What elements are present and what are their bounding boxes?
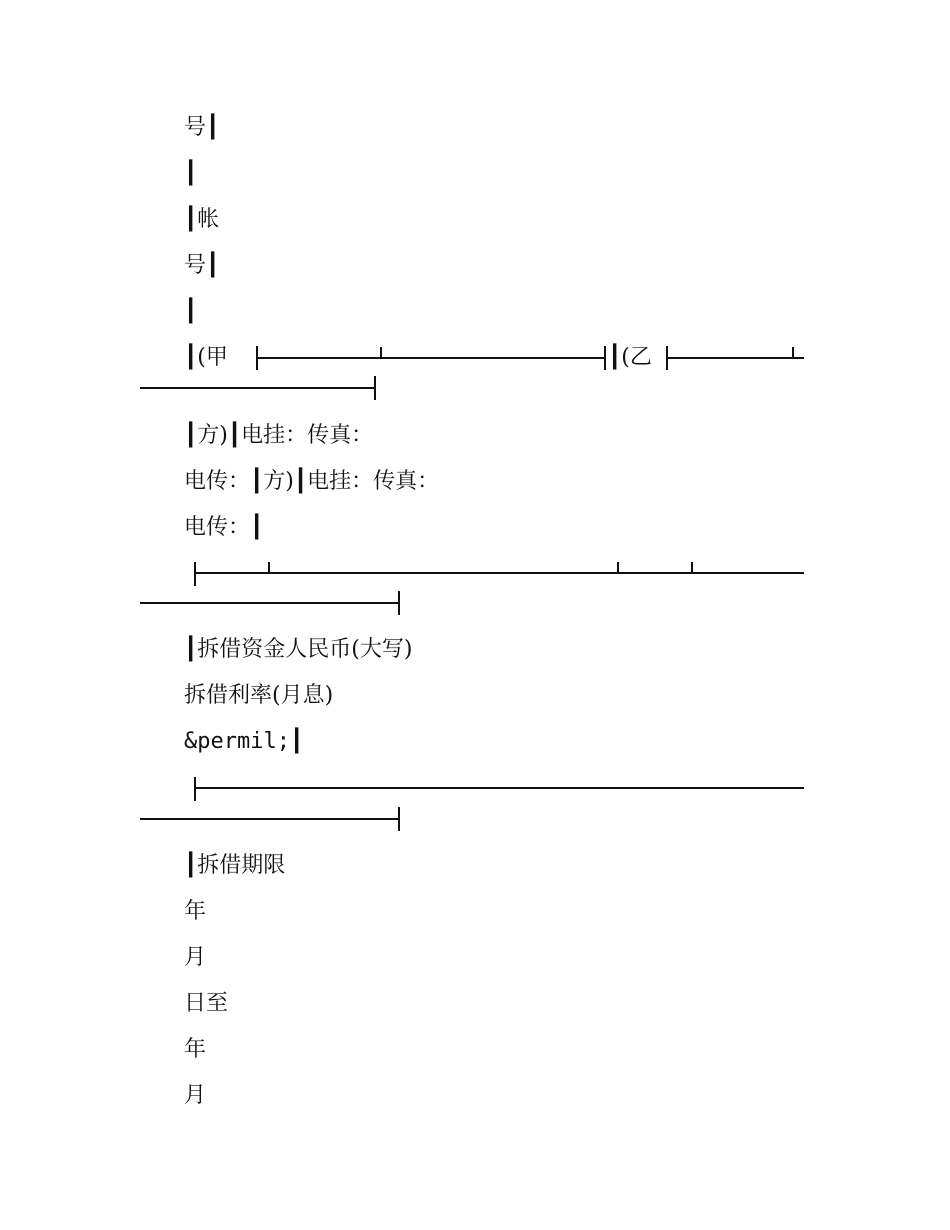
rule-tick-3: [268, 562, 270, 572]
text-line-year-1: 年: [184, 899, 207, 924]
table-rule-1b: [666, 357, 804, 359]
text-line-rate: 拆借利率(月息): [184, 683, 334, 708]
text-line-permil: &permil;┃: [184, 729, 304, 754]
text-line-term: ┃拆借期限: [184, 853, 286, 878]
text-line-hao-1: 号┃: [184, 115, 220, 140]
table-rule-3b: [140, 818, 400, 820]
text-line-month-2: 月: [184, 1083, 207, 1108]
rule-tick-4: [617, 562, 619, 572]
text-line-hao-2: 号┃: [184, 253, 220, 278]
text-line-bar-2: ┃: [184, 299, 198, 324]
text-line-funds: ┃拆借资金人民币(大写): [184, 637, 413, 662]
text-line-dianchuan-1: 电传：┃方)┃电挂：传真：: [184, 469, 440, 494]
rule-left-cap-3: [194, 562, 196, 586]
text-line-year-2: 年: [184, 1037, 207, 1062]
table-rule-1c: [140, 387, 376, 389]
table-rule-3a: [194, 787, 804, 789]
text-line-month-1: 月: [184, 945, 207, 970]
text-line-zhang: ┃帐: [184, 207, 220, 232]
table-rule-1a: [256, 357, 606, 359]
rule-right-cap-3: [398, 591, 400, 615]
text-line-yi: ┃(乙: [608, 345, 652, 370]
table-rule-2b: [140, 602, 400, 604]
text-line-dianchuan-2: 电传：┃: [184, 515, 264, 540]
rule-tick-1: [380, 347, 382, 357]
text-line-jia: ┃(甲: [184, 345, 228, 370]
text-line-fang-1: ┃方)┃电挂：传真：: [184, 423, 374, 448]
text-line-bar-1: ┃: [184, 161, 198, 186]
rule-right-cap-4: [398, 807, 400, 831]
rule-right-cap-2: [374, 376, 376, 400]
table-rule-2a: [194, 572, 804, 574]
text-line-day-to: 日至: [184, 991, 229, 1016]
rule-tick-5: [691, 562, 693, 572]
rule-tick-2: [792, 347, 794, 357]
rule-right-cap-1: [604, 346, 606, 370]
rule-left-cap-4: [194, 777, 196, 801]
